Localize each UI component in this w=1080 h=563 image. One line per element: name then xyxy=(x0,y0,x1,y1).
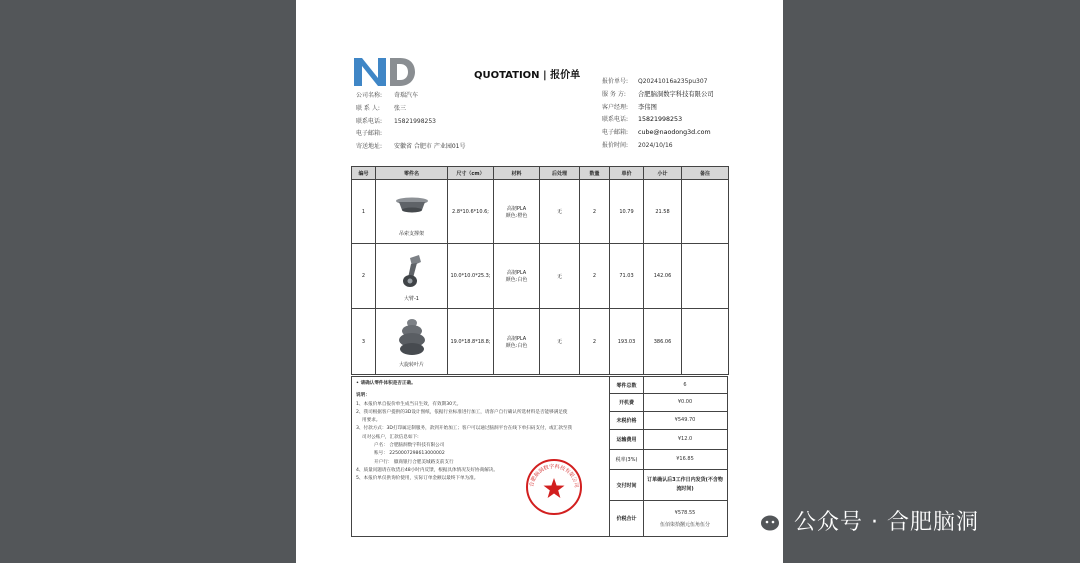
col-header-qty: 数量 xyxy=(580,167,610,180)
note-line: 1、本报价单自报价单生成当日生效，有效期30天。 xyxy=(356,401,462,407)
customer-phone-row: 联系电话: 15821998253 xyxy=(356,117,436,125)
notes-heading: 说明： xyxy=(356,393,370,399)
parts-table xyxy=(351,166,729,375)
note-line: 开户行： 徽商银行合肥美城路支前支行 xyxy=(374,459,454,465)
rotor-part-icon xyxy=(396,317,428,357)
bracket-part-icon xyxy=(395,196,429,216)
quote-number-row: 报价单号: Q20241016a235pu307 xyxy=(602,78,708,85)
provider-phone-row: 联系电话: 15821998253 xyxy=(602,116,683,124)
provider-info xyxy=(602,76,714,153)
provider-company-row: 服 务 方: 合肥脑洞数字科技有限公司 xyxy=(602,90,714,98)
nd-logo-icon xyxy=(352,56,416,88)
document-title: QUOTATION | 报价单 xyxy=(474,70,581,81)
company-seal-icon xyxy=(525,458,583,516)
quotation-page xyxy=(296,0,783,563)
col-header-material: 材料 xyxy=(494,167,540,180)
watermark-text: 公众号 · 合肥脑洞 xyxy=(794,509,979,535)
col-header-subtotal: 小计 xyxy=(644,167,682,180)
pretax-price-row: 未税价格 ¥549.70 xyxy=(610,412,727,430)
table-row: 3 大旋转叶片 19.0*18.8*18.8; 高韧PLA 颜色:白色 无 2 193.03 386.06 xyxy=(352,309,729,375)
confirm-note: • 请确认零件体积是否正确。 xyxy=(356,381,416,386)
note-line: 户名： 合肥脑洞数字科技有限公司 xyxy=(374,443,445,449)
setup-fee-row: 开机费 ¥0.00 xyxy=(610,394,727,412)
delivery-time-row: 交付时间 订单确认后3工作日内发货(不含物流时间) xyxy=(610,470,727,501)
provider-email-row: 电子邮箱: cube@naodong3d.com xyxy=(602,129,711,137)
note-line: 2、我司根据客户提供的3D设计图纸，依据行业标准进行加工，请客户自行确认所选材料是否能够满足使 xyxy=(356,409,568,415)
customer-address-row: 寄送地址: 安徽省 合肥市 产业园01号 xyxy=(356,143,466,151)
totals-panel xyxy=(610,377,727,536)
part-image-cell: 大臂-1 xyxy=(376,244,448,309)
wechat-icon xyxy=(748,505,782,535)
note-line: 账号： 2250007298613000002 xyxy=(374,451,445,457)
note-line: 3、付款方式：3D打印属定制服务，款到开始加工；客户可以通过脑洞平台在线下单扫码支付，或汇款至我 xyxy=(356,426,573,432)
total-parts-row: 零件总数 6 xyxy=(610,377,727,394)
part-image-cell: 吊索支撑架 xyxy=(376,180,448,244)
col-header-name: 零件名 xyxy=(376,167,448,180)
arm-part-icon xyxy=(397,254,427,290)
grand-total-row: 价税合计 ¥578.55 伍佰柒拾捌元伍角伍分 xyxy=(610,501,727,536)
table-header-row xyxy=(352,167,729,180)
customer-info xyxy=(356,90,465,154)
col-header-no: 编号 xyxy=(352,167,376,180)
account-manager-row: 客户经理: 李伟图 xyxy=(602,103,657,111)
table-row: 2 大臂-1 10.0*10.0*25.3; 高韧PLA 颜色:白色 无 2 71.03 142.06 xyxy=(352,244,729,309)
part-image-cell: 大旋转叶片 xyxy=(376,309,448,375)
svg-text:合肥脑洞数字科技有限公司: 合肥脑洞数字科技有限公司 xyxy=(529,463,580,489)
col-header-post: 后处理 xyxy=(540,167,580,180)
note-line: 用要求。 xyxy=(362,418,381,424)
col-header-note: 备注 xyxy=(682,167,729,180)
wechat-watermark xyxy=(748,500,979,540)
note-line: 5、本报价单仅供询价使用，实际订单金额以最终下单为准。 xyxy=(356,476,479,482)
note-line: 4、质量问题请在收货后48小时内反馈，根据具体情况友好协商解决。 xyxy=(356,467,498,473)
quote-date-row: 报价时间: 2024/10/16 xyxy=(602,141,673,149)
tax-row: 税率(3%) ¥16.85 xyxy=(610,450,727,470)
customer-company-row: 公司名称: 奇瑞汽车 xyxy=(356,92,419,99)
customer-email-row: 电子邮箱: xyxy=(356,130,383,138)
table-row: 1 吊索支撑架 2.8*10.6*10.6; 高韧PLA 颜色:橙色 无 2 10.79 21.58 xyxy=(352,180,729,244)
customer-contact-row: 联 系 人: 张三 xyxy=(356,104,407,112)
col-header-size: 尺寸（cm） xyxy=(448,167,494,180)
col-header-unit-price: 单价 xyxy=(610,167,644,180)
note-line: 司对公账户，汇款信息如下: xyxy=(362,434,419,440)
shipping-fee-row: 运输费用 ¥12.0 xyxy=(610,430,727,450)
